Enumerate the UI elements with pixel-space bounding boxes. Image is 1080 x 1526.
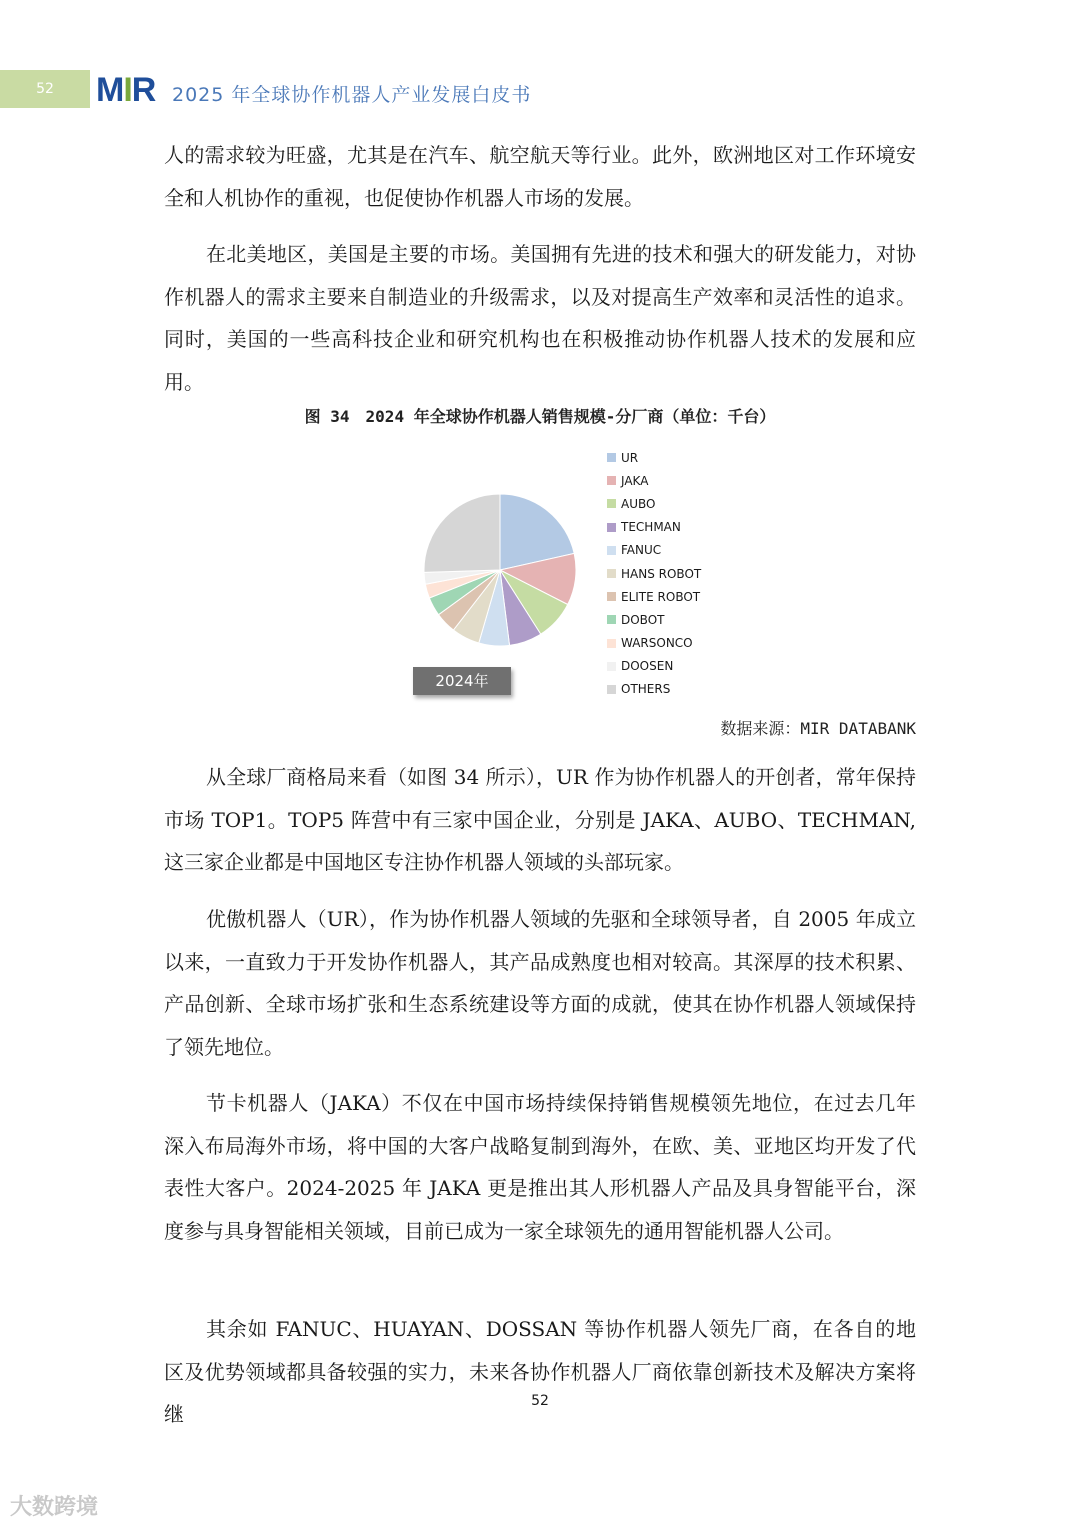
legend-item: [607, 562, 701, 585]
header-page-number: 52: [36, 81, 54, 97]
document-title: 2025 年全球协作机器人产业发展白皮书: [172, 84, 532, 106]
watermark: 大数跨境: [10, 1495, 99, 1520]
legend-label: JAKA: [621, 473, 649, 488]
pie-chart: [410, 480, 590, 660]
paragraph-5: 节卡机器人（JAKA）不仅在中国市场持续保持销售规模领先地位，在过去几年深入布局海外市场，将中国的大客户战略复制到海外，在欧、美、亚地区均开发了代表性大客户。2024-2025 年 JAKA 更是推出其人形机器人产品及具身智能平台，深度参与具身智能相关领域，目前已成为一家全球领先的通用智能机器人公司。: [164, 1091, 916, 1243]
legend-item: [607, 632, 701, 655]
legend-label: FANUC: [621, 543, 662, 558]
chart-year-label: 2024年: [413, 667, 511, 695]
paragraph-2: 在北美地区，美国是主要的市场。美国拥有先进的技术和强大的研发能力，对协作机器人的需求主要来自制造业的升级需求，以及对提高生产效率和灵活性的追求。同时，美国的一些高科技企业和研究机构也在积极推动协作机器人技术的发展和应用。: [164, 242, 916, 394]
paragraph-6: 其余如 FANUC、HUAYAN、DOSSAN 等协作机器人领先厂商，在各自的地区及优势领域都具备较强的实力，未来各协作机器人厂商依靠创新技术及解决方案将继: [164, 1317, 916, 1426]
pie-slice-others: [424, 494, 500, 572]
legend-swatch: [607, 685, 616, 694]
legend-label: OTHERS: [621, 682, 671, 697]
legend-label: AUBO: [621, 496, 656, 511]
legend-swatch: [607, 546, 616, 555]
legend-swatch: [607, 569, 616, 578]
legend-swatch: [607, 523, 616, 532]
legend-item: [607, 516, 701, 539]
legend-item: [607, 608, 701, 631]
paragraph-1: 人的需求较为旺盛，尤其是在汽车、航空航天等行业。此外，欧洲地区对工作环境安全和人机协作的重视，也促使协作机器人市场的发展。: [164, 143, 916, 210]
legend-label: WARSONCO: [621, 636, 693, 651]
paragraph-3: 从全球厂商格局来看（如图 34 所示），UR 作为协作机器人的开创者，常年保持市场 TOP1。TOP5 阵营中有三家中国企业，分别是 JAKA、AUBO、TECHMAN,这三家企业都是中国地区专注协作机器人领域的头部玩家。: [164, 765, 916, 874]
legend-swatch: [607, 592, 616, 601]
legend-label: ELITE ROBOT: [621, 589, 701, 604]
legend-item: [607, 678, 701, 701]
legend-item: [607, 585, 701, 608]
legend-swatch: [607, 499, 616, 508]
chart-legend: [607, 446, 701, 701]
legend-swatch: [607, 476, 616, 485]
legend-label: TECHMAN: [621, 520, 681, 535]
legend-item: [607, 539, 701, 562]
legend-swatch: [607, 662, 616, 671]
legend-item: [607, 492, 701, 515]
legend-item: [607, 655, 701, 678]
legend-label: DOBOT: [621, 612, 665, 627]
mir-logo: MIR: [96, 71, 156, 109]
legend-swatch: [607, 615, 616, 624]
footer-page-number: 52: [531, 1393, 549, 1409]
legend-item: [607, 469, 701, 492]
figure-source: 数据来源：MIR DATABANK: [720, 719, 916, 738]
legend-label: UR: [621, 450, 639, 465]
legend-item: [607, 446, 701, 469]
figure-caption: 图 34 2024 年全球协作机器人销售规模-分厂商（单位：千台）: [304, 407, 776, 426]
legend-label: HANS ROBOT: [621, 566, 702, 581]
paragraph-4: 优傲机器人（UR），作为协作机器人领域的先驱和全球领导者，自 2005 年成立以来，一直致力于开发协作机器人，其产品成熟度也相对较高。其深厚的技术积累、产品创新、全球市场扩张和生态系统建设等方面的成就，使其在协作机器人领域保持了领先地位。: [164, 907, 916, 1059]
legend-swatch: [607, 639, 616, 648]
legend-swatch: [607, 453, 616, 462]
legend-label: DOOSEN: [621, 659, 674, 674]
